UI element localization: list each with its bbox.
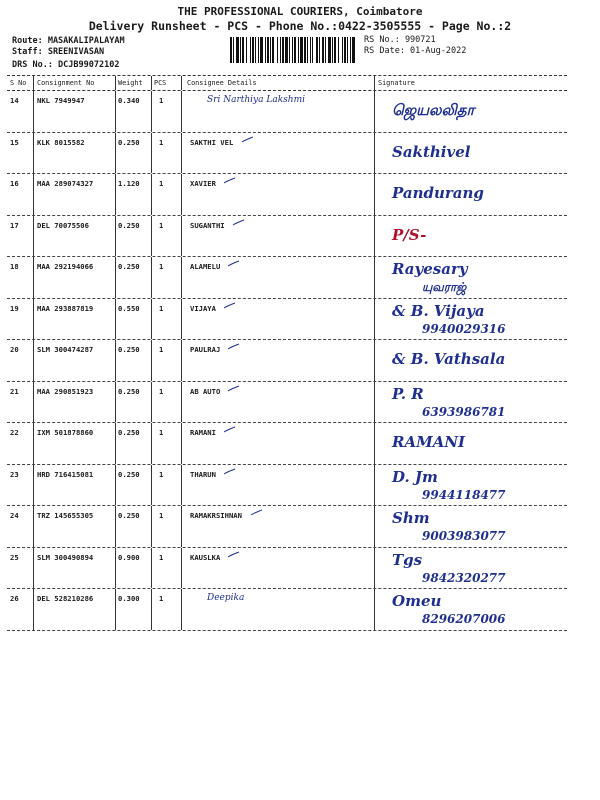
signature-text: Omeu bbox=[392, 592, 442, 610]
row-sno: 24 bbox=[10, 511, 19, 520]
row-pcs: 1 bbox=[159, 179, 164, 188]
table-row bbox=[7, 589, 567, 631]
signature-image bbox=[382, 299, 600, 339]
row-pcs: 1 bbox=[159, 137, 164, 147]
row-consignee-handwritten: Sri Narthiya Lakshmi bbox=[207, 95, 305, 105]
row-weight: 0.250 bbox=[118, 511, 140, 520]
row-weight: 0.900 bbox=[118, 552, 140, 562]
table-row bbox=[7, 465, 567, 507]
row-sno: 26 bbox=[10, 594, 19, 603]
table-row bbox=[7, 91, 567, 133]
tick-mark-icon bbox=[250, 509, 264, 517]
table-row bbox=[7, 216, 567, 258]
row-weight: 0.340 bbox=[118, 96, 140, 105]
row-pcs: 1 bbox=[159, 303, 164, 313]
table-row bbox=[7, 423, 567, 465]
table-header bbox=[7, 76, 567, 91]
row-sno: 23 bbox=[10, 469, 19, 479]
tick-mark-icon bbox=[232, 219, 246, 227]
route-label: Route: MASAKALIPALAYAM bbox=[12, 36, 125, 46]
row-consignee: RAMANI bbox=[190, 428, 216, 437]
row-consignee: ALAMELU bbox=[190, 262, 221, 271]
row-consignee: THARUN bbox=[190, 469, 216, 479]
table-body bbox=[7, 91, 567, 631]
signature-image bbox=[382, 589, 600, 629]
rs-date: RS Date: 01-Aug-2022 bbox=[364, 46, 467, 56]
row-pcs: 1 bbox=[159, 386, 164, 396]
row-consignee: AB AUTO bbox=[190, 386, 221, 396]
table-row bbox=[7, 257, 567, 299]
tick-mark-icon bbox=[227, 343, 241, 351]
signature-phone: 9940029316 bbox=[422, 321, 506, 336]
row-pcs: 1 bbox=[159, 511, 164, 520]
signature-text: P/S- bbox=[392, 225, 427, 244]
row-consignment: MAA 292194066 bbox=[37, 262, 94, 271]
row-weight: 0.250 bbox=[118, 137, 140, 147]
signature-text: Tgs bbox=[392, 550, 423, 569]
table-row bbox=[7, 382, 567, 424]
row-consignee-handwritten: Deepika bbox=[207, 593, 245, 603]
row-pcs: 1 bbox=[159, 428, 164, 437]
row-pcs: 1 bbox=[159, 594, 164, 603]
tick-mark-icon bbox=[223, 426, 237, 434]
row-consignee: XAVIER bbox=[190, 179, 216, 188]
row-weight: 0.300 bbox=[118, 594, 140, 603]
row-consignee: RAMAKRSIHNAN bbox=[190, 511, 242, 520]
row-weight: 0.250 bbox=[118, 262, 140, 271]
barcode-image bbox=[230, 37, 356, 63]
signature-phone: 8296207006 bbox=[422, 612, 506, 626]
row-sno: 20 bbox=[10, 345, 19, 354]
signature-image bbox=[382, 91, 600, 131]
row-consignment: TRZ 145655305 bbox=[37, 511, 94, 520]
table-row bbox=[7, 548, 567, 590]
row-consignment: MAA 293887819 bbox=[37, 303, 94, 313]
col-sno: S No bbox=[10, 79, 27, 87]
row-sno: 17 bbox=[10, 220, 19, 230]
row-consignment: DEL 70075506 bbox=[37, 220, 89, 230]
row-sno: 25 bbox=[10, 552, 19, 562]
signature-image bbox=[382, 465, 600, 505]
signature-image bbox=[382, 174, 600, 214]
row-weight: 1.120 bbox=[118, 179, 140, 188]
signature-image bbox=[382, 506, 600, 546]
table-row bbox=[7, 340, 567, 382]
signature-image bbox=[382, 382, 600, 422]
row-weight: 0.250 bbox=[118, 428, 140, 437]
drs-label: DRS No.: DCJB99072102 bbox=[12, 60, 120, 70]
company-title: THE PROFESSIONAL COURIERS, Coimbatore bbox=[177, 5, 423, 18]
signature-image bbox=[382, 216, 600, 256]
row-consignment: DEL 528210286 bbox=[37, 594, 94, 603]
signature-image bbox=[382, 548, 600, 588]
signature-image bbox=[382, 133, 600, 173]
row-consignee: SAKTHI VEL bbox=[190, 137, 234, 147]
row-sno: 14 bbox=[10, 96, 19, 105]
row-consignment: MAA 289074327 bbox=[37, 179, 94, 188]
table-row bbox=[7, 506, 567, 548]
signature-phone: 6393986781 bbox=[422, 404, 506, 419]
row-pcs: 1 bbox=[159, 262, 164, 271]
signature-phone: 9842320277 bbox=[422, 570, 506, 585]
col-consignment: Consignment No bbox=[37, 79, 95, 87]
row-weight: 0.250 bbox=[118, 469, 140, 479]
tick-mark-icon bbox=[223, 302, 237, 310]
row-pcs: 1 bbox=[159, 469, 164, 479]
row-sno: 21 bbox=[10, 386, 19, 396]
signature-text: Rayesary bbox=[392, 260, 468, 278]
row-weight: 0.550 bbox=[118, 303, 140, 313]
signature-phone: 9944118477 bbox=[422, 487, 506, 502]
row-consignee: PAULRAJ bbox=[190, 345, 221, 354]
signature-image bbox=[382, 257, 600, 297]
row-weight: 0.250 bbox=[118, 345, 140, 354]
signature-text: RAMANI bbox=[392, 433, 466, 451]
col-weight: Weight bbox=[118, 79, 143, 87]
row-consignment: IXM 501878860 bbox=[37, 428, 94, 437]
row-consignee: VIJAYA bbox=[190, 303, 216, 313]
signature-text: Sakthivel bbox=[392, 142, 471, 161]
row-consignee: KAUSLKA bbox=[190, 552, 221, 562]
signature-text: D. Jm bbox=[392, 467, 438, 486]
row-sno: 16 bbox=[10, 179, 19, 188]
signature-image bbox=[382, 423, 600, 463]
signature-text: Shm bbox=[392, 509, 430, 527]
row-sno: 19 bbox=[10, 303, 19, 313]
signature-text: & B. Vijaya bbox=[392, 301, 485, 320]
signature-phone: 9003983077 bbox=[422, 529, 506, 543]
row-consignment: SLM 300490894 bbox=[37, 552, 94, 562]
row-consignment: SLM 300474287 bbox=[37, 345, 94, 354]
row-pcs: 1 bbox=[159, 96, 164, 105]
col-signature: Signature bbox=[378, 79, 415, 87]
row-weight: 0.250 bbox=[118, 386, 140, 396]
row-consignment: MAA 290851923 bbox=[37, 386, 94, 396]
row-pcs: 1 bbox=[159, 220, 164, 230]
row-consignment: NKL 7949947 bbox=[37, 96, 85, 105]
tick-mark-icon bbox=[223, 468, 237, 476]
signature-text: & B. Vathsala bbox=[392, 350, 506, 368]
row-consignee: SUGANTHI bbox=[190, 220, 225, 230]
row-sno: 15 bbox=[10, 137, 19, 147]
tick-mark-icon bbox=[227, 260, 241, 268]
signature-phone: யுவராஜ் bbox=[422, 280, 467, 294]
table-row bbox=[7, 174, 567, 216]
row-pcs: 1 bbox=[159, 552, 164, 562]
row-sno: 22 bbox=[10, 428, 19, 437]
row-weight: 0.250 bbox=[118, 220, 140, 230]
signature-image bbox=[382, 340, 600, 380]
tick-mark-icon bbox=[223, 177, 237, 185]
col-pcs: PCS bbox=[154, 79, 167, 87]
signature-text: P. R bbox=[392, 384, 424, 403]
staff-label: Staff: SREENIVASAN bbox=[12, 47, 105, 57]
row-pcs: 1 bbox=[159, 345, 164, 354]
runsheet-title: Delivery Runsheet - PCS - Phone No.:0422-3505555 - Page No.:2 bbox=[88, 19, 512, 33]
tick-mark-icon bbox=[227, 385, 241, 393]
table-row bbox=[7, 299, 567, 341]
rs-number: RS No.: 990721 bbox=[364, 35, 436, 45]
table-row bbox=[7, 133, 567, 175]
signature-text: Pandurang bbox=[392, 184, 484, 202]
col-consignee: Consignee Details bbox=[187, 79, 257, 87]
tick-mark-icon bbox=[227, 551, 241, 559]
tick-mark-icon bbox=[241, 136, 255, 144]
runsheet-table bbox=[7, 75, 567, 631]
row-consignment: HRD 716415081 bbox=[37, 469, 94, 479]
row-sno: 18 bbox=[10, 262, 19, 271]
signature-text: ஜெயலலிதா bbox=[392, 101, 475, 119]
row-consignment: KLK 8015582 bbox=[37, 137, 85, 147]
